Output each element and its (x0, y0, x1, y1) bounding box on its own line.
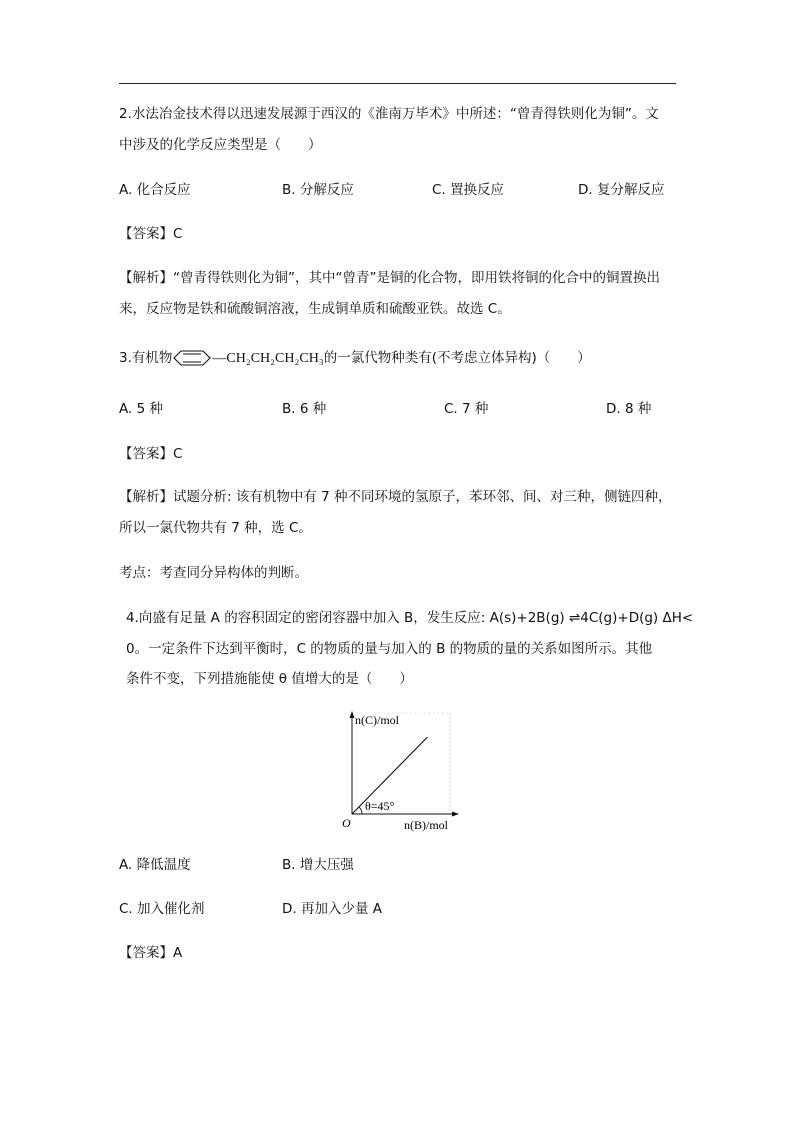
origin-label: O (342, 816, 351, 830)
q4-stem-line2: 0。一定条件下达到平衡时，C 的物质的量与加入的 B 的物质的量的关系如图所示。其他 (126, 641, 653, 657)
equilibrium-chart (338, 710, 488, 835)
q2-stem-line1: 2.水法冶金技术得以迅速发展源于西汉的《淮南万毕术》中所述：“曾青得铁则化为铜”。文 (119, 106, 659, 122)
q2-stem-line2: 中涉及的化学反应类型是（ ） (119, 137, 322, 153)
q4-option-a: A. 降低温度 (119, 857, 191, 873)
q4-option-b: B. 增大压强 (282, 857, 354, 873)
q2-option-d: D. 复分解反应 (578, 182, 665, 198)
q4-option-d: D. 再加入少量 A (282, 901, 383, 917)
q2-analysis-line2: 来，反应物是铁和硫酸铜溶液，生成铜单质和硫酸亚铁。故选 C。 (119, 301, 511, 317)
q3-analysis-line2: 所以一氯代物共有 7 种，选 C。 (119, 520, 312, 536)
q4-answer: 【答案】A (119, 945, 183, 961)
x-axis-arrow (452, 812, 459, 817)
q3-answer: 【答案】C (119, 446, 183, 462)
q3-stem-suffix: 的一氯代物种类有(不考虑立体异构)（ ） (323, 350, 591, 366)
y-axis-arrow (350, 711, 355, 718)
angle-arc (359, 807, 362, 814)
header-rule (119, 83, 676, 84)
q2-option-c: C. 置换反应 (432, 182, 505, 198)
q2-option-a: A. 化合反应 (119, 182, 191, 198)
q3-analysis-line1: 【解析】试题分析: 该有机物中有 7 种不同环境的氢原子，苯环邻、间、对三种，侧链四种， (119, 489, 672, 505)
y-axis-label: n(C)/mol (355, 713, 399, 727)
q3-option-a: A. 5 种 (119, 401, 163, 417)
angle-label: θ=45° (365, 799, 395, 813)
q4-option-c: C. 加入催化剂 (119, 901, 205, 917)
q3-option-d: D. 8 种 (606, 401, 652, 417)
q3-stem-prefix: 3.有机物 (119, 350, 173, 366)
q3-kaodian: 考点：考查同分异构体的判断。 (119, 565, 308, 581)
q4-stem-line3: 条件不变，下列措施能使 θ 值增大的是（ ） (126, 671, 413, 687)
q2-analysis-line1: 【解析】“曾青得铁则化为铜”，其中“曾青”是铜的化合物，即用铁将铜的化合中的铜置换出 (119, 270, 660, 286)
q4-stem-line1: 4.向盛有足量 A 的容积固定的密闭容器中加入 B，发生反应: A(s)+2B(g) ⇌4C(g)+D(g) ΔH< (126, 610, 694, 626)
q3-option-b: B. 6 种 (282, 401, 327, 417)
q3-option-c: C. 7 种 (444, 401, 489, 417)
q3-stem (119, 348, 591, 369)
x-axis-label: n(B)/mol (404, 818, 448, 832)
benzene-ring-structure (172, 350, 212, 366)
q3-side-chain: —CH₂CH₂CH₂CH₃ (212, 351, 324, 366)
q2-answer: 【答案】C (119, 226, 183, 242)
q2-option-b: B. 分解反应 (282, 182, 354, 198)
